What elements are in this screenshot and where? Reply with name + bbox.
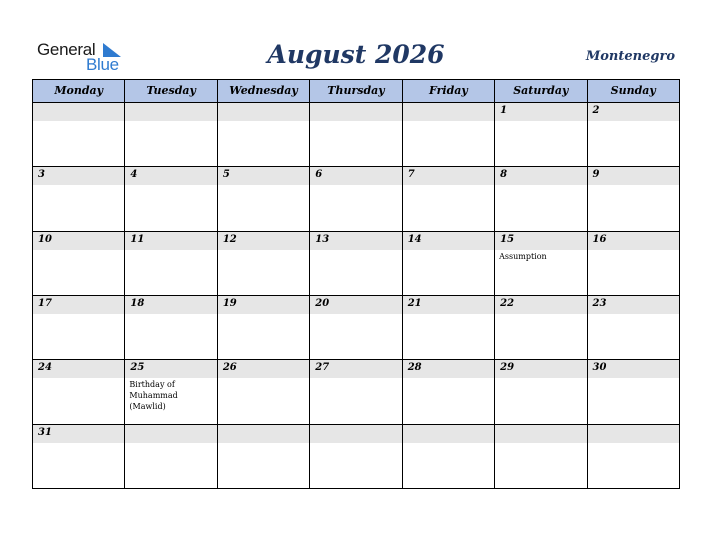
day-number: 21 <box>407 297 422 309</box>
day-cell <box>218 167 310 230</box>
country-label: Montenegro <box>585 49 675 64</box>
day-cell <box>588 296 679 359</box>
day-number: 18 <box>130 297 145 309</box>
day-cell <box>310 360 402 423</box>
day-cell <box>403 425 495 489</box>
day-cell <box>403 360 495 423</box>
day-number: 7 <box>407 169 415 181</box>
weekday-header: Thursday <box>310 80 402 102</box>
day-number: 23 <box>592 297 607 309</box>
day-cell <box>495 232 587 295</box>
week-row <box>33 103 679 167</box>
day-number: 26 <box>222 362 237 374</box>
day-number-bar <box>33 103 124 121</box>
day-cell <box>588 103 679 166</box>
day-number: 1 <box>500 105 508 116</box>
day-number: 2 <box>592 105 600 116</box>
day-number: 16 <box>592 233 607 245</box>
day-cell <box>403 232 495 295</box>
day-number: 9 <box>592 169 600 181</box>
day-number-bar <box>495 103 586 121</box>
day-cell <box>495 425 587 489</box>
day-number-bar <box>588 425 679 443</box>
day-cell <box>588 360 679 423</box>
day-number: 15 <box>500 233 515 245</box>
week-row <box>33 360 679 424</box>
week-row <box>33 167 679 231</box>
day-number: 29 <box>500 362 515 374</box>
day-number: 19 <box>222 297 237 309</box>
day-number: 20 <box>315 297 330 309</box>
day-number-bar <box>588 103 679 121</box>
week-row <box>33 232 679 296</box>
week-row <box>33 425 679 489</box>
day-cell <box>218 232 310 295</box>
day-number: 4 <box>130 169 138 181</box>
day-number-bar <box>310 425 401 443</box>
day-number: 12 <box>222 233 237 245</box>
day-cell <box>218 425 310 489</box>
logo-blue-text: Blue <box>86 55 119 74</box>
day-cell <box>495 103 587 166</box>
day-number: 13 <box>315 233 330 245</box>
day-number: 22 <box>500 297 515 309</box>
weekday-header: Saturday <box>495 80 587 102</box>
day-number: 31 <box>38 426 52 438</box>
day-number-bar <box>218 167 309 185</box>
day-number: 27 <box>315 362 330 374</box>
day-cell <box>33 232 125 295</box>
weekday-header: Sunday <box>610 84 656 97</box>
day-cell <box>125 167 217 230</box>
day-number: 17 <box>38 297 52 309</box>
day-number: 11 <box>130 233 145 245</box>
day-number: 6 <box>315 169 323 181</box>
weekday-header: Tuesday <box>125 80 217 102</box>
day-cell <box>403 167 495 230</box>
weekday-header: Wednesday <box>218 80 310 102</box>
day-number-bar <box>588 167 679 185</box>
day-number-bar <box>125 103 216 121</box>
day-number-bar <box>218 425 309 443</box>
day-number: 25 <box>130 362 145 374</box>
weekday-header: Friday <box>403 80 495 102</box>
calendar-title: August 2026 <box>267 40 445 69</box>
day-number: 28 <box>407 362 422 374</box>
day-number: 8 <box>500 169 508 181</box>
holiday-label: Birthday of Muhammad (Mawlid) <box>129 380 178 412</box>
day-cell <box>218 296 310 359</box>
day-number: 24 <box>38 362 52 374</box>
day-cell <box>218 360 310 423</box>
day-cell <box>495 296 587 359</box>
day-number-bar <box>33 167 124 185</box>
day-number-bar <box>125 167 216 185</box>
day-number-bar <box>310 167 401 185</box>
day-cell <box>33 103 125 166</box>
day-cell <box>125 360 217 423</box>
calendar-grid <box>32 79 680 489</box>
day-cell <box>310 425 402 489</box>
day-number-bar <box>310 103 401 121</box>
day-number-bar <box>125 425 216 443</box>
week-row <box>33 296 679 360</box>
day-number-bar <box>495 425 586 443</box>
day-number-bar <box>495 167 586 185</box>
day-number: 3 <box>38 169 45 181</box>
day-cell <box>588 425 679 489</box>
day-cell <box>403 296 495 359</box>
day-cell <box>125 103 217 166</box>
day-cell <box>310 296 402 359</box>
weekday-header: Monday <box>33 80 125 102</box>
day-cell <box>125 232 217 295</box>
day-number: 5 <box>222 169 230 181</box>
day-number: 30 <box>592 362 607 374</box>
day-number: 10 <box>38 233 52 245</box>
day-cell <box>310 167 402 230</box>
day-cell <box>495 167 587 230</box>
day-cell <box>125 425 217 489</box>
day-number-bar <box>403 167 494 185</box>
day-cell <box>310 103 402 166</box>
day-cell <box>403 103 495 166</box>
logo-general-text: General <box>37 40 96 59</box>
day-cell <box>588 167 679 230</box>
day-number: 14 <box>407 233 422 245</box>
day-cell <box>33 425 125 489</box>
day-cell <box>495 360 587 423</box>
day-cell <box>588 232 679 295</box>
holiday-label: Assumption <box>499 251 547 261</box>
day-cell <box>33 296 125 359</box>
day-cell <box>33 360 125 423</box>
day-number-bar <box>403 425 494 443</box>
day-cell <box>125 296 217 359</box>
day-number-bar <box>403 103 494 121</box>
weekday-header-row <box>33 80 679 103</box>
day-cell <box>310 232 402 295</box>
day-number-bar <box>218 103 309 121</box>
day-cell <box>33 167 125 230</box>
day-cell <box>218 103 310 166</box>
